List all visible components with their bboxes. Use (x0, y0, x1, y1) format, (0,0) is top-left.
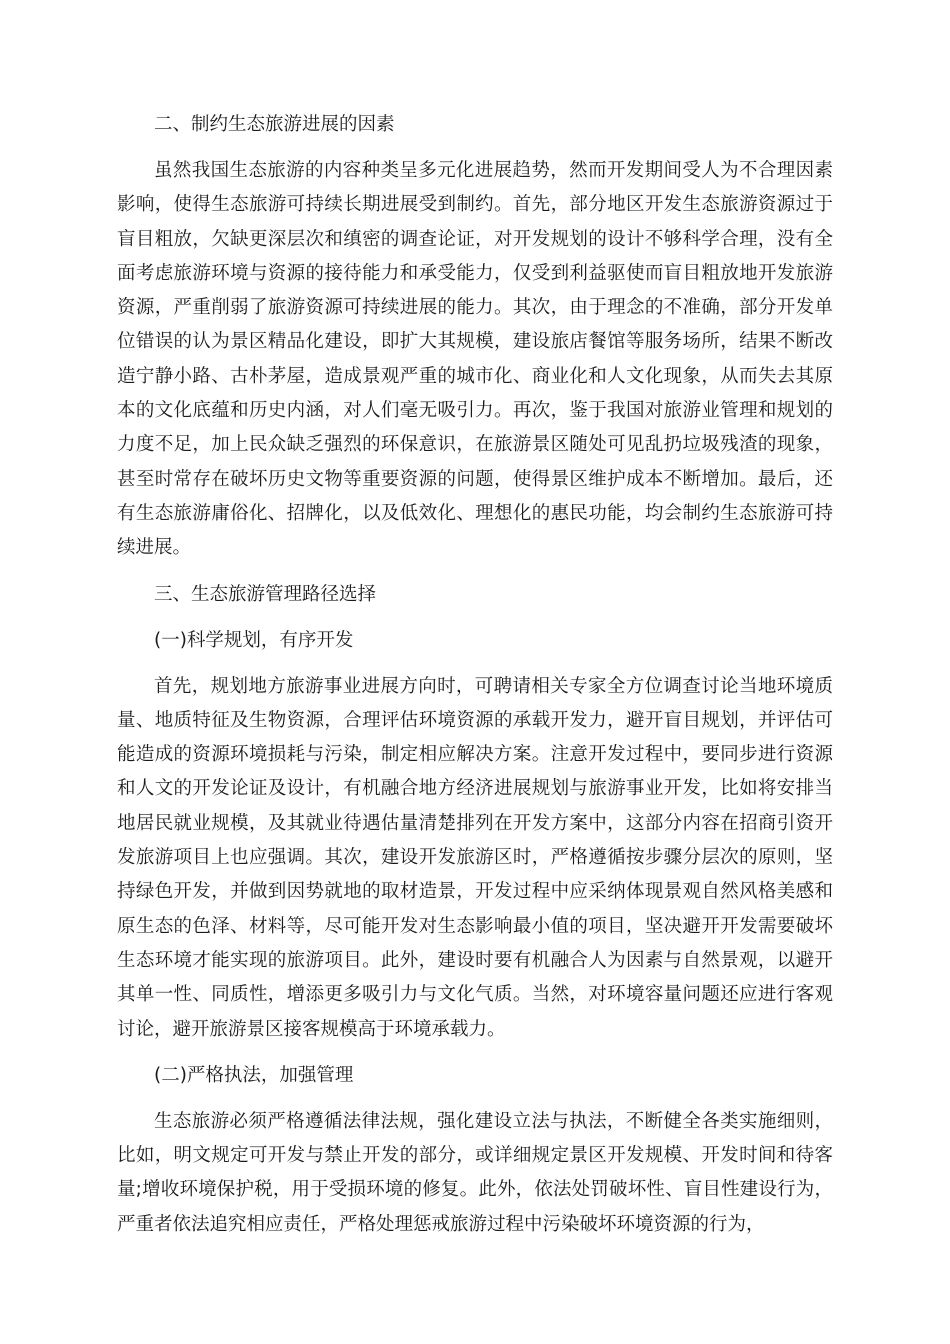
subsection1-paragraph: 首先，规划地方旅游事业进展方向时，可聘请相关专家全方位调查讨论当地环境质量、地质特征及生物资源，合理评估环境资源的承载开发力，避开盲目规划，并评估可能造成的资源环境损耗与污染，制定相应解决方案。注意开发过程中，要同步进行资源和人文的开发论证及设计，有机融合地方经济进展规划与旅游事业开发，比如将安排当地居民就业规模，及其就业待遇估量清楚排列在开发方案中，这部分内容在招商引资开发旅游项目上也应强调。其次，建设开发旅游区时，严格遵循按步骤分层次的原则，坚持绿色开发，并做到因势就地的取材造景，开发过程中应采纳体现景观自然风格美感和原生态的色泽、材料等，尽可能开发对生态影响最小值的项目，坚决避开开发需要破坏生态环境才能实现的旅游项目。此外，建设时要有机融合人为因素与自然景观，以避开其单一性、同质性，增添更多吸引力与文化气质。当然，对环境容量问题还应进行客观讨论，避开旅游景区接客规模高于环境承载力。 (117, 675, 833, 1040)
document-page (117, 108, 833, 1242)
spacer (117, 142, 833, 154)
section3-heading: 三、生态旅游管理路径选择 (154, 583, 377, 605)
subsection1-heading: (一)科学规划，有序开发 (154, 629, 354, 651)
subsection2-heading: (二)严格执法，加强管理 (154, 1064, 354, 1086)
subsection2-paragraph: 生态旅游必须严格遵循法律法规，强化建设立法与执法，不断健全各类实施细则，比如，明文规定可开发与禁止开发的部分，或详细规定景区开发规模、开发时间和待客量;增收环境保护税，用于受损环境的修复。此外，依法处罚破坏性、盲目性建设行为，严重者依法追究相应责任，严格处理惩戒旅游过程中污染破坏环境资源的行为， (117, 1110, 833, 1235)
spacer (117, 566, 833, 578)
spacer (117, 612, 833, 624)
spacer (117, 658, 833, 670)
spacer (117, 1047, 833, 1059)
section2-paragraph: 虽然我国生态旅游的内容种类呈多元化进展趋势，然而开发期间受人为不合理因素影响，使得生态旅游可持续长期进展受到制约。首先，部分地区开发生态旅游资源过于盲目粗放，欠缺更深层次和缜密的调查论证，对开发规划的设计不够科学合理，没有全面考虑旅游环境与资源的接待能力和承受能力，仅受到利益驱使而盲目粗放地开发旅游资源，严重削弱了旅游资源可持续进展的能力。其次，由于理念的不准确，部分开发单位错误的认为景区精品化建设，即扩大其规模，建设旅店餐馆等服务场所，结果不断改造宁静小路、古朴茅屋，造成景观严重的城市化、商业化和人文化现象，从而失去其原本的文化底蕴和历史内涵，对人们毫无吸引力。再次，鉴于我国对旅游业管理和规划的力度不足，加上民众缺乏强烈的环保意识，在旅游景区随处可见乱扔垃圾残渣的现象，甚至时常存在破坏历史文物等重要资源的问题，使得景区维护成本不断增加。最后，还有生态旅游庸俗化、招牌化，以及低效化、理想化的惠民功能，均会制约生态旅游可持续进展。 (117, 160, 833, 559)
section2-heading: 二、制约生态旅游进展的因素 (154, 114, 395, 135)
spacer (117, 1093, 833, 1105)
